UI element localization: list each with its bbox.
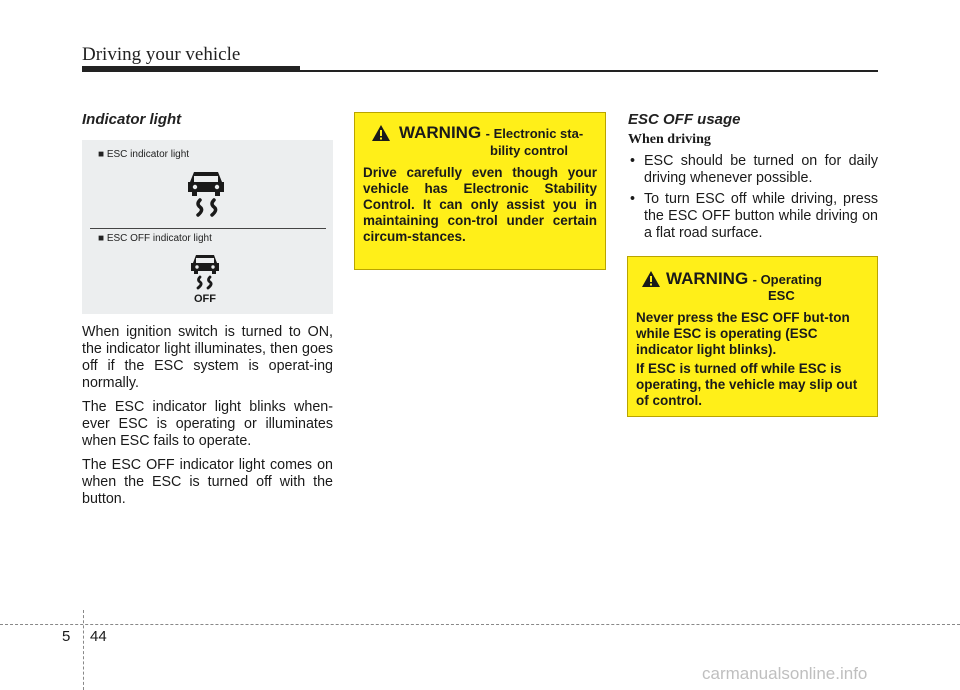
indicator-light-heading: Indicator light	[82, 111, 182, 128]
esc-off-usage-list	[628, 153, 878, 246]
esc-off-indicator-label: ■ ESC OFF indicator light	[98, 233, 212, 244]
header-rule	[300, 70, 878, 72]
off-icon-text: OFF	[194, 293, 216, 304]
esc-off-indicator-icon	[184, 252, 228, 304]
header-accent-bar	[82, 66, 300, 72]
warning-subtitle-cont: ESC	[768, 288, 795, 303]
warning-subtitle: - Electronic sta-	[485, 126, 584, 141]
esc-indicator-icon	[180, 166, 232, 218]
warning-triangle-icon	[641, 270, 661, 288]
indicator-divider	[90, 228, 326, 229]
indicator-paragraph: The ESC indicator light blinks when-ever ESC is operating or illuminates when ESC fails to operate.	[82, 399, 333, 449]
esc-off-usage-heading: ESC OFF usage	[628, 111, 741, 128]
indicator-description	[82, 324, 333, 515]
warning-title: WARNING	[666, 269, 749, 288]
warning-subtitle: - Operating	[752, 272, 822, 287]
watermark: carmanualsonline.info	[702, 664, 868, 683]
section-number: 5	[62, 628, 71, 645]
list-item: • ESC should be turned on for daily driving whenever possible.	[628, 153, 878, 187]
warning-subtitle-cont: bility control	[490, 143, 568, 158]
when-driving-subheading: When driving	[628, 132, 711, 147]
list-item: • To turn ESC off while driving, press the ESC OFF button while driving on a flat road surface.	[628, 191, 878, 242]
page-number: 44	[90, 628, 107, 645]
warning-triangle-icon	[371, 124, 391, 142]
warning-box-operating-esc	[627, 256, 878, 417]
footer-divider	[83, 610, 84, 690]
indicator-paragraph: When ignition switch is turned to ON, the indicator light illuminates, then goes off if the ESC system is operat-ing normally.	[82, 324, 333, 391]
warning-text: Drive carefully even though your vehicle has Electronic Stability Control. It can only assist you in maintaining con-trol under certain circum-stances.	[363, 165, 597, 244]
warning-text: Never press the ESC OFF but-ton while ESC is operating (ESC indicator light blinks).	[636, 310, 850, 357]
esc-indicator-label: ■ ESC indicator light	[98, 149, 190, 160]
warning-box-stability-control	[354, 112, 606, 270]
warning-text: If ESC is turned off while ESC is operating, the vehicle may slip out of control.	[636, 361, 858, 408]
indicator-paragraph: The ESC OFF indicator light comes on when the ESC is turned off with the button.	[82, 457, 333, 507]
page-header-title: Driving your vehicle	[82, 44, 241, 65]
warning-title: WARNING	[399, 123, 482, 142]
footer-rule	[0, 624, 960, 625]
